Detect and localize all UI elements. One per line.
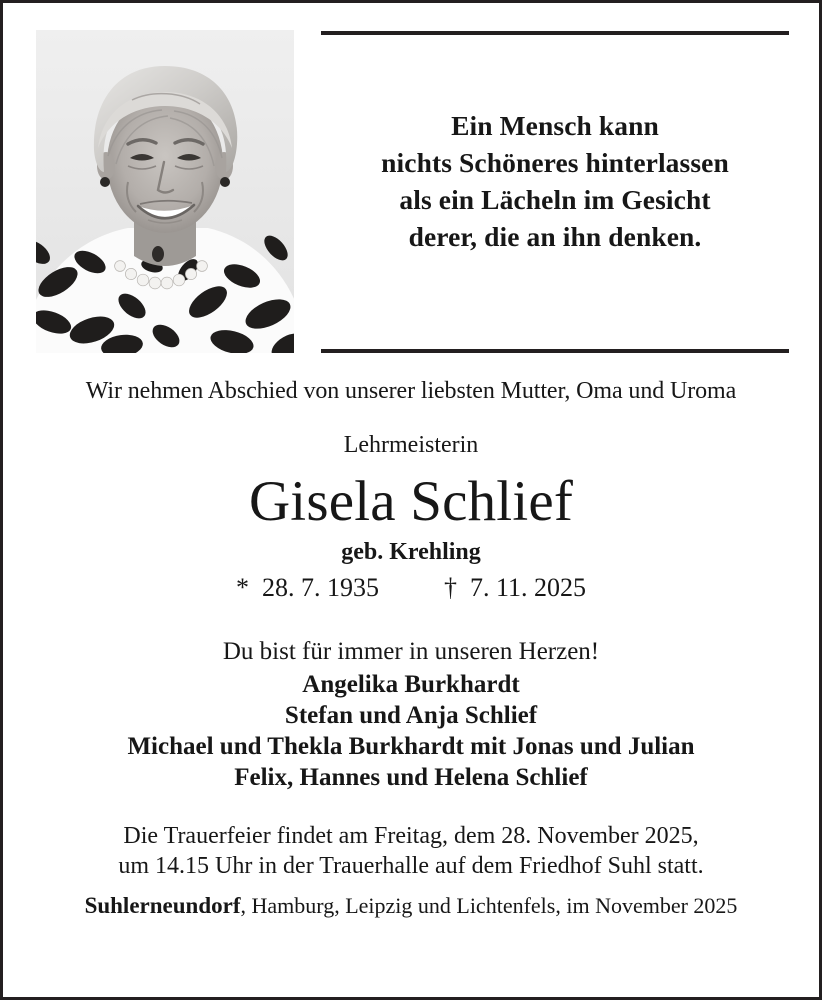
deceased-maiden-name: geb. Krehling <box>341 539 481 565</box>
quote-line-1: Ein Mensch kann <box>451 110 659 141</box>
home-town: Suhlerneundorf <box>84 893 241 918</box>
farewell-message: Du bist für immer in unseren Herzen! <box>222 638 600 665</box>
quote-line-3: als ein Lächeln im Gesicht <box>399 184 711 215</box>
notice-body <box>3 377 819 919</box>
survivor-line-2: Stefan und Anja Schlief <box>284 702 538 729</box>
divider-bottom <box>321 349 789 353</box>
other-places: , Hamburg, Leipzig und Lichtenfels, im November 2025 <box>240 893 738 918</box>
places-and-date <box>25 892 797 919</box>
survivor-line-1: Angelika Burkhardt <box>302 671 520 698</box>
funeral-line-1: Die Trauerfeier findet am Freitag, dem 28. November 2025, <box>123 823 699 849</box>
deceased-name: Gisela Schlief <box>248 470 574 533</box>
survivor-line-4: Felix, Hannes und Helena Schlief <box>234 764 588 791</box>
life-dates: * 28. 7. 1935 † 7. 11. 2025 <box>235 573 587 602</box>
funeral-details <box>25 821 797 881</box>
deceased-profession: Lehrmeisterin <box>343 432 479 458</box>
portrait-photo <box>36 30 294 353</box>
farewell-intro: Wir nehmen Abschied von unserer liebsten Mutter, Oma und Uroma <box>85 378 737 404</box>
quote-section <box>321 3 789 355</box>
divider-top <box>321 31 789 35</box>
survivors-list <box>25 669 797 793</box>
quote-line-4: derer, die an ihn denken. <box>408 221 702 252</box>
top-section <box>3 3 819 355</box>
quote-line-2: nichts Schöneres hinterlassen <box>381 147 729 178</box>
survivor-line-3: Michael und Thekla Burkhardt mit Jonas und Julian <box>127 733 695 760</box>
memorial-quote <box>321 107 789 255</box>
funeral-line-2: um 14.15 Uhr in der Trauerhalle auf dem Friedhof Suhl statt. <box>118 853 704 879</box>
